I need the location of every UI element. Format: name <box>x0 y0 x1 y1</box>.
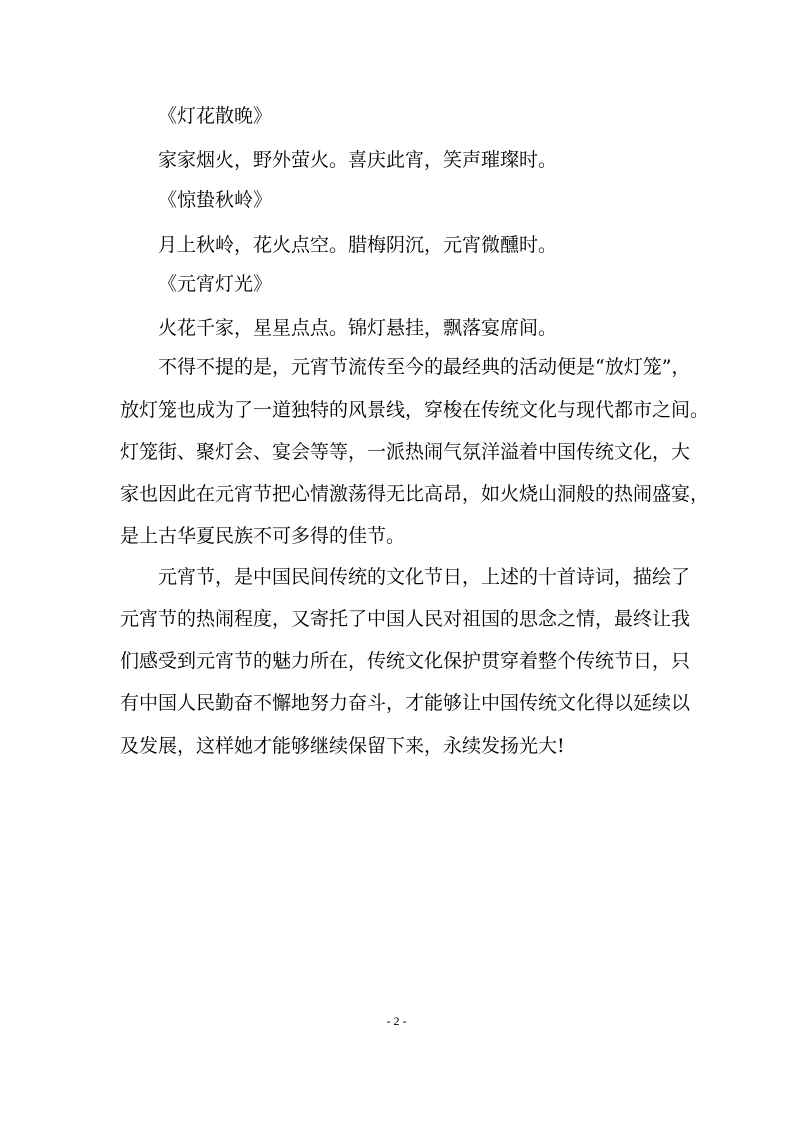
paragraph-line: 灯笼街、聚灯会、宴会等等，一派热闹气氛洋溢着中国传统文化，大 <box>120 441 691 463</box>
paragraph-line: 家也因此在元宵节把心情激荡得无比高昂，如火烧山洞般的热闹盛宴， <box>120 483 710 505</box>
poem-verse: 家家烟火，野外萤火。喜庆此宵，笑声璀璨时。 <box>158 149 558 171</box>
paragraph-line: 元宵节，是中国民间传统的文化节日，上述的十首诗词，描绘了 <box>158 566 691 588</box>
paragraph-line: 有中国人民勤奋不懈地努力奋斗，才能够让中国传统文化得以延续以 <box>120 692 691 714</box>
poem-title: 《元宵灯光》 <box>158 273 273 295</box>
paragraph-line: 们感受到元宵节的魅力所在，传统文化保护贯穿着整个传统节日，只 <box>120 650 691 672</box>
poem-title: 《惊蛰秋岭》 <box>158 189 273 211</box>
paragraph-line: 是上古华夏民族不可多得的佳节。 <box>120 525 406 547</box>
poem-verse: 月上秋岭，花火点空。腊梅阴沉，元宵微醺时。 <box>158 234 558 256</box>
poem-title: 《灯花散晚》 <box>158 105 273 127</box>
page-number: - 2 - <box>386 1014 407 1028</box>
paragraph-line: 放灯笼也成为了一道独特的风景线，穿梭在传统文化与现代都市之间。 <box>120 399 710 421</box>
paragraph-line: 不得不提的是，元宵节流传至今的最经典的活动便是“放灯笼”， <box>158 356 691 378</box>
paragraph-line: 元宵节的热闹程度，又寄托了中国人民对祖国的思念之情，最终让我 <box>120 608 691 630</box>
paragraph-line: 及发展，这样她才能够继续保留下来，永续发扬光大! <box>120 735 565 757</box>
poem-verse: 火花千家，星星点点。锦灯悬挂，飘落宴席间。 <box>158 317 558 339</box>
